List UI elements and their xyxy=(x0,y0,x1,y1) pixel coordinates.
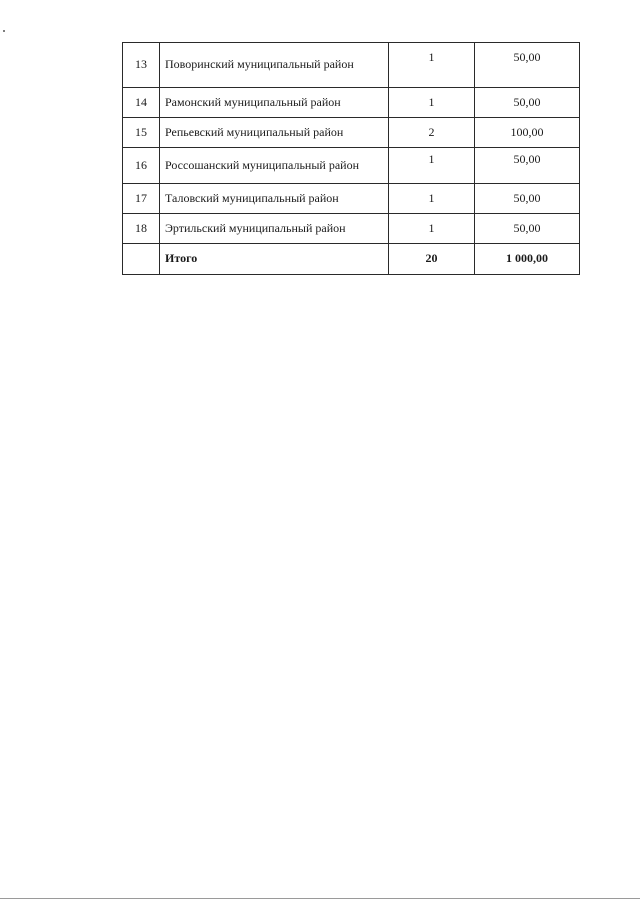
scan-speck xyxy=(3,30,5,32)
row-number: 13 xyxy=(123,43,160,88)
amount-cell: 100,00 xyxy=(475,118,580,148)
total-row xyxy=(123,244,580,275)
district-name: Таловский муниципальный район xyxy=(160,184,389,214)
district-name: Эртильский муниципальный район xyxy=(160,214,389,244)
table-row xyxy=(123,148,580,184)
row-number: 18 xyxy=(123,214,160,244)
amount-cell: 50,00 xyxy=(475,88,580,118)
amount-cell: 50,00 xyxy=(475,184,580,214)
row-number: 15 xyxy=(123,118,160,148)
quantity-cell: 1 xyxy=(389,148,475,184)
table-row xyxy=(123,214,580,244)
table-row xyxy=(123,43,580,88)
district-name: Поворинский муниципальный район xyxy=(160,43,389,88)
district-name: Россошанский муниципальный район xyxy=(160,148,389,184)
table-row xyxy=(123,184,580,214)
district-name: Рамонский муниципальный район xyxy=(160,88,389,118)
amount-cell: 50,00 xyxy=(475,148,580,184)
quantity-cell: 1 xyxy=(389,43,475,88)
row-number: 17 xyxy=(123,184,160,214)
distribution-table xyxy=(122,42,580,275)
quantity-cell: 1 xyxy=(389,184,475,214)
table-row xyxy=(123,118,580,148)
quantity-cell: 1 xyxy=(389,214,475,244)
total-quantity: 20 xyxy=(389,244,475,275)
total-amount: 1 000,00 xyxy=(475,244,580,275)
row-number: 16 xyxy=(123,148,160,184)
quantity-cell: 2 xyxy=(389,118,475,148)
total-label: Итого xyxy=(160,244,389,275)
scan-edge-line xyxy=(0,898,640,899)
district-name: Репьевский муниципальный район xyxy=(160,118,389,148)
amount-cell: 50,00 xyxy=(475,43,580,88)
table-row xyxy=(123,88,580,118)
quantity-cell: 1 xyxy=(389,88,475,118)
amount-cell: 50,00 xyxy=(475,214,580,244)
total-number-cell xyxy=(123,244,160,275)
row-number: 14 xyxy=(123,88,160,118)
